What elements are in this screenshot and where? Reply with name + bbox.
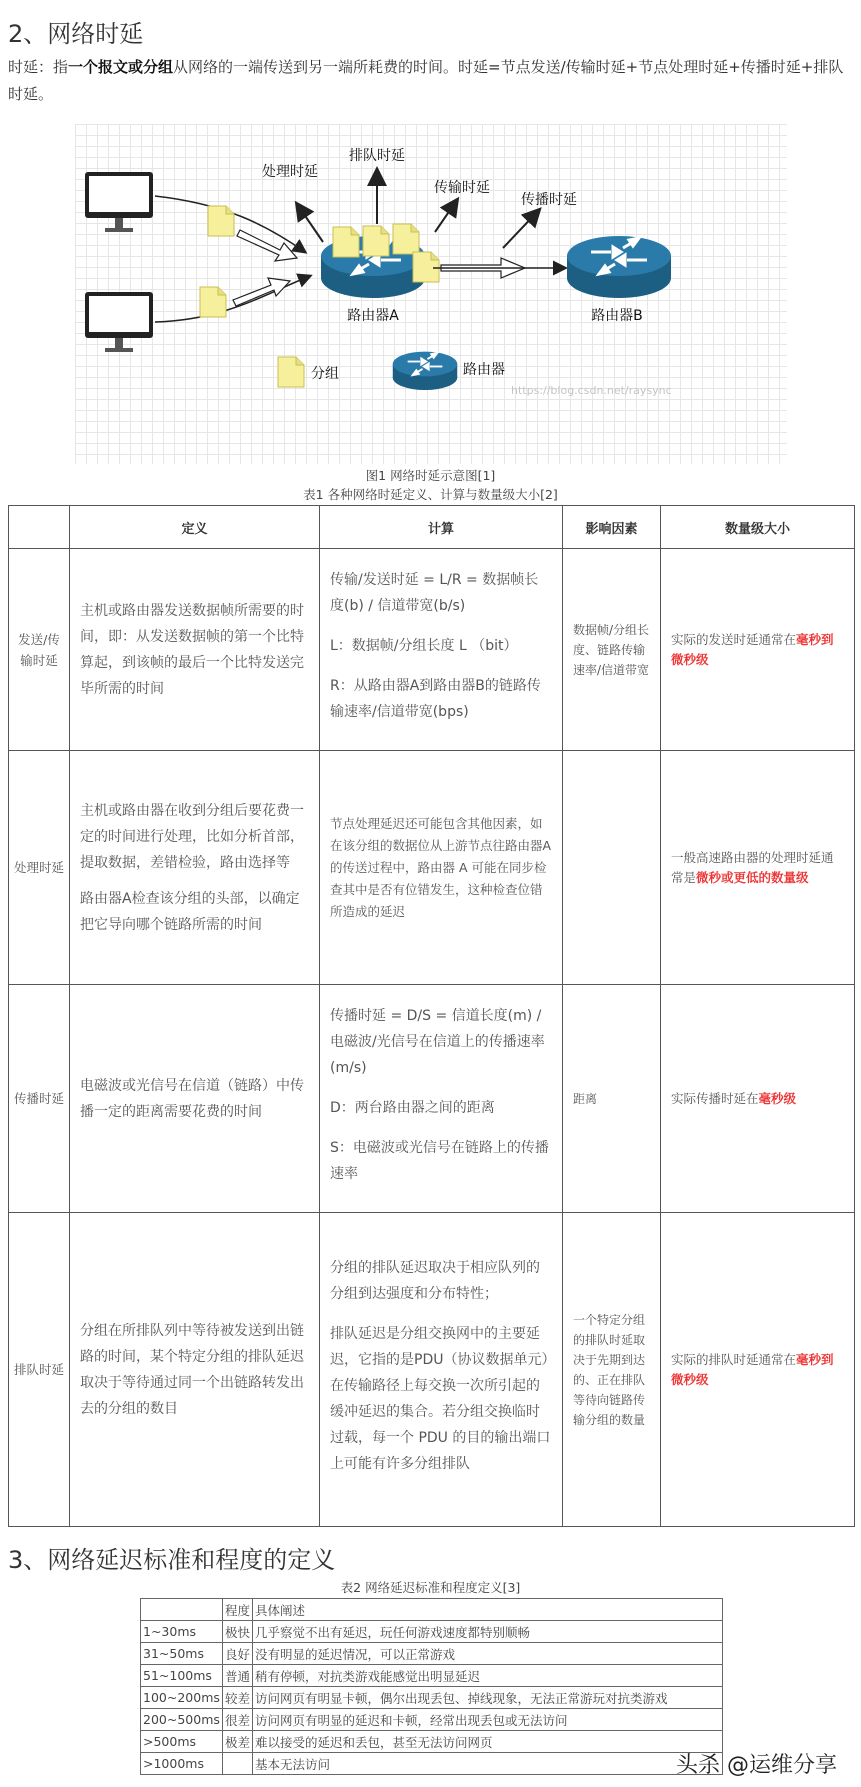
intro-bold: 一个报文或分组 xyxy=(68,58,174,76)
packet-icon xyxy=(413,252,439,282)
row-definition: 电磁波或光信号在信道（链路）中传播一定的距离需要花费的时间 xyxy=(70,985,320,1213)
router-b-icon xyxy=(567,236,671,298)
legend-router-icon xyxy=(393,352,457,390)
row-factor xyxy=(563,751,661,985)
label-processing-delay: 处理时延 xyxy=(262,164,318,180)
legend-router-label: 路由器 xyxy=(463,362,505,378)
table-row: >1000ms 基本无法访问 xyxy=(141,1753,723,1775)
row-name: 发送/传输时延 xyxy=(9,549,70,751)
table-header: 计算 xyxy=(320,506,563,549)
row-calculation: 传输/发送时延 = L/R = 数据帧长度(b) / 信道带宽(b/s) L：数据帧/分组长度 L （bit） R：从路由器A到路由器B的链路传输速率/信道带宽(bps) xyxy=(320,549,563,751)
label-router-b: 路由器B xyxy=(591,308,643,324)
table-row: 1~30ms 极快 几乎察觉不出有延迟，玩任何游戏速度都特别顺畅 xyxy=(141,1621,723,1643)
row-calculation: 分组的排队延迟取决于相应队列的分组到达强度和分布特性； 排队延迟是分组交换网中的主要延迟，它指的是PDU（协议数据单元）在传输路径上每交换一次所引起的缓冲延迟的集合。若分组交换临时过载，每一个 PDU 的目的输出端口上可能有许多分组排队 xyxy=(320,1213,563,1527)
row-factor: 数据帧/分组长度、链路传输速率/信道带宽 xyxy=(563,549,661,751)
computer-icon xyxy=(85,292,153,352)
row-factor: 距离 xyxy=(563,985,661,1213)
table-row: >500ms 极差 难以接受的延迟和丢包，甚至无法访问网页 xyxy=(141,1731,723,1753)
label-transmission-delay: 传输时延 xyxy=(434,180,490,196)
table-row: 100~200ms 较差 访问网页有明显卡顿，偶尔出现丢包、掉线现象，无法正常游玩对抗类游戏 xyxy=(141,1687,723,1709)
row-magnitude: 实际传播时延在毫秒级 xyxy=(661,985,855,1213)
table-header-row: 程度 具体阐述 xyxy=(141,1599,723,1621)
row-name: 传播时延 xyxy=(9,985,70,1213)
delay-table xyxy=(8,505,855,1527)
table2-caption: 表2 网络延迟标准和程度定义[3] xyxy=(340,1580,521,1595)
intro-paragraph: 时延：指一个报文或分组从网络的一端传送到另一端所耗费的时间。时延=节点发送/传输时延+节点处理时延+传播时延+排队时延。 xyxy=(8,58,844,103)
table-row: 31~50ms 良好 没有明显的延迟情况，可以正常游戏 xyxy=(141,1643,723,1665)
image-watermark: https://blog.csdn.net/raysync xyxy=(511,384,672,397)
packet-icon xyxy=(363,226,389,256)
table-row: 51~100ms 普通 稍有停顿，对抗类游戏能感觉出明显延迟 xyxy=(141,1665,723,1687)
row-definition: 分组在所排队列中等待被发送到出链路的时间，某个特定分组的排队延迟取决于等待通过同一个出链路转发出去的分组的数目 xyxy=(70,1213,320,1527)
table-header: 影响因素 xyxy=(563,506,661,549)
table-header xyxy=(9,506,70,549)
label-propagation-delay: 传播时延 xyxy=(521,192,577,208)
section-heading-3: 3、网络延迟标准和程度的定义 xyxy=(8,1546,336,1574)
table-row: 200~500ms 很差 访问网页有明显的延迟和卡顿，经常出现丢包或无法访问 xyxy=(141,1709,723,1731)
row-magnitude: 实际的排队时延通常在毫秒到微秒级 xyxy=(661,1213,855,1527)
table-header-row xyxy=(9,506,855,549)
table1-caption: 表1 各种网络时延定义、计算与数量级大小[2] xyxy=(303,487,558,502)
packet-icon xyxy=(208,206,234,236)
row-magnitude: 实际的发送时延通常在毫秒到微秒级 xyxy=(661,549,855,751)
row-factor: 一个特定分组的排队时延取决于先期到达的、正在排队等待向链路传输分组的数量 xyxy=(563,1213,661,1527)
table-row xyxy=(9,1213,855,1527)
computer-icon xyxy=(85,172,153,232)
packet-icon xyxy=(333,227,359,257)
legend-packet-label: 分组 xyxy=(311,366,339,382)
row-calculation: 传播时延 = D/S = 信道长度(m) / 电磁波/光信号在信道上的传播速率(m/s) D：两台路由器之间的距离 S：电磁波或光信号在链路上的传播速率 xyxy=(320,985,563,1213)
label-router-a: 路由器A xyxy=(347,308,399,324)
section-heading-2: 2、网络时延 xyxy=(8,20,144,48)
row-name: 排队时延 xyxy=(9,1213,70,1527)
row-name: 处理时延 xyxy=(9,751,70,985)
footer-watermark: 头杀 @运维分享 xyxy=(676,1753,837,1778)
packet-icon xyxy=(200,287,226,317)
table-row xyxy=(9,985,855,1213)
table-row xyxy=(9,751,855,985)
table-header: 数量级大小 xyxy=(661,506,855,549)
table-row xyxy=(9,549,855,751)
figure-caption: 图1 网络时延示意图[1] xyxy=(365,468,496,483)
row-definition: 主机或路由器在收到分组后要花费一定的时间进行处理，比如分析首部，提取数据，差错检验，路由选择等 路由器A检查该分组的头部，以确定把它导向哪个链路所需的时间 xyxy=(70,751,320,985)
packet-icon xyxy=(393,224,419,254)
legend-packet-icon xyxy=(278,357,304,387)
network-delay-figure xyxy=(75,124,787,464)
table-header: 定义 xyxy=(70,506,320,549)
label-queuing-delay: 排队时延 xyxy=(349,148,405,164)
latency-standard-table xyxy=(140,1598,723,1775)
row-definition: 主机或路由器发送数据帧所需要的时间，即：从发送数据帧的第一个比特算起，到该帧的最后一个比特发送完毕所需的时间 xyxy=(70,549,320,751)
row-magnitude: 一般高速路由器的处理时延通常是微秒或更低的数量级 xyxy=(661,751,855,985)
row-calculation: 节点处理延迟还可能包含其他因素，如在该分组的数据位从上游节点往路由器A的传送过程中，路由器 A 可能在同步检查其中是否有位错发生，这种检查位错所造成的延迟 xyxy=(320,751,563,985)
